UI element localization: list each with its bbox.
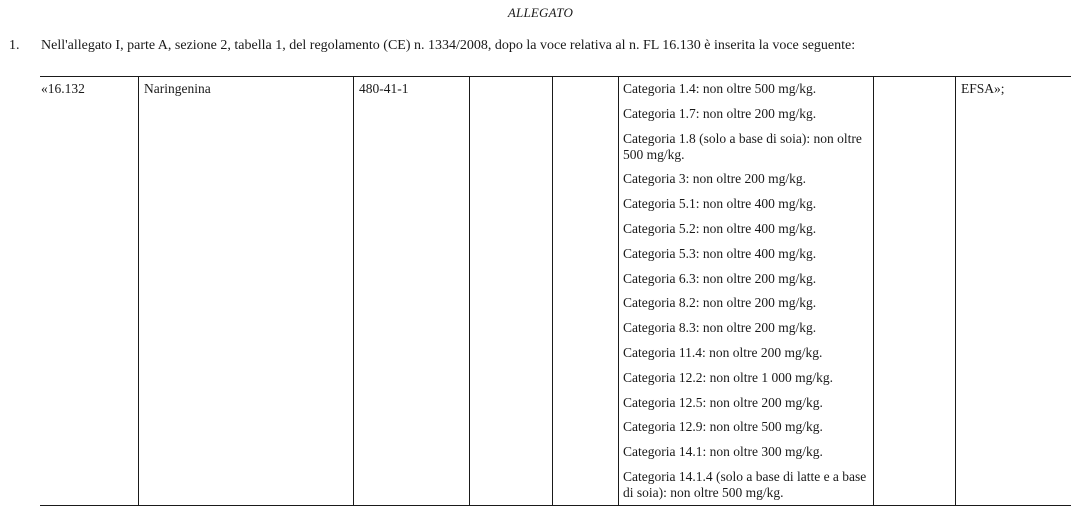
conditions-cell bbox=[618, 77, 873, 505]
reference: EFSA»; bbox=[961, 81, 1005, 96]
jecfa-number-cell bbox=[469, 77, 552, 505]
condition-item: Categoria 1.8 (solo a base di soia): non oltre 500 mg/kg. bbox=[623, 130, 862, 162]
fl-number-cell bbox=[40, 77, 138, 505]
condition-item: Categoria 14.1: non oltre 300 mg/kg. bbox=[623, 444, 823, 460]
reference-cell bbox=[955, 77, 1071, 505]
condition-item: Categoria 8.3: non oltre 200 mg/kg. bbox=[623, 320, 817, 336]
condition-item: Categoria 11.4: non oltre 200 mg/kg. bbox=[623, 344, 823, 360]
annex-heading: ALLEGATO bbox=[507, 5, 574, 20]
flavouring-table bbox=[40, 76, 1071, 506]
condition-item: Categoria 5.2: non oltre 400 mg/kg. bbox=[623, 220, 817, 236]
condition-item: Categoria 5.3: non oltre 400 mg/kg. bbox=[623, 245, 817, 261]
condition-item: Categoria 6.3: non oltre 200 mg/kg. bbox=[623, 270, 817, 286]
cas-number-cell bbox=[353, 77, 469, 505]
fl-number: «16.132 bbox=[41, 81, 85, 96]
condition-item: Categoria 8.2: non oltre 200 mg/kg. bbox=[623, 295, 817, 311]
condition-item: Categoria 1.7: non oltre 200 mg/kg. bbox=[623, 105, 817, 121]
chemical-name: Naringenina bbox=[144, 81, 211, 96]
condition-item: Categoria 5.1: non oltre 400 mg/kg. bbox=[623, 196, 817, 212]
conditions-list bbox=[623, 81, 868, 510]
item-text: Nell'allegato I, parte A, sezione 2, tabella 1, del regolamento (CE) n. 1334/2008, dopo la voce relativa al n. FL 16.130 è inserita la voce seguente: bbox=[41, 38, 856, 53]
condition-item: Categoria 12.2: non oltre 1 000 mg/kg. bbox=[623, 369, 833, 385]
cas-number: 480-41-1 bbox=[359, 81, 409, 96]
footnotes-cell bbox=[873, 77, 955, 505]
condition-item: Categoria 14.1.4 (solo a base di latte e a base di soia): non oltre 500 mg/kg. bbox=[623, 468, 867, 500]
item-number: 1. bbox=[9, 38, 20, 53]
condition-item: Categoria 3: non oltre 200 mg/kg. bbox=[623, 171, 806, 187]
condition-item: Categoria 1.4: non oltre 500 mg/kg. bbox=[623, 81, 817, 96]
condition-item: Categoria 12.9: non oltre 500 mg/kg. bbox=[623, 419, 823, 435]
chemical-name-cell bbox=[138, 77, 353, 505]
coe-number-cell bbox=[552, 77, 618, 505]
condition-item: Categoria 12.5: non oltre 200 mg/kg. bbox=[623, 394, 823, 410]
amendment-item bbox=[9, 38, 855, 54]
